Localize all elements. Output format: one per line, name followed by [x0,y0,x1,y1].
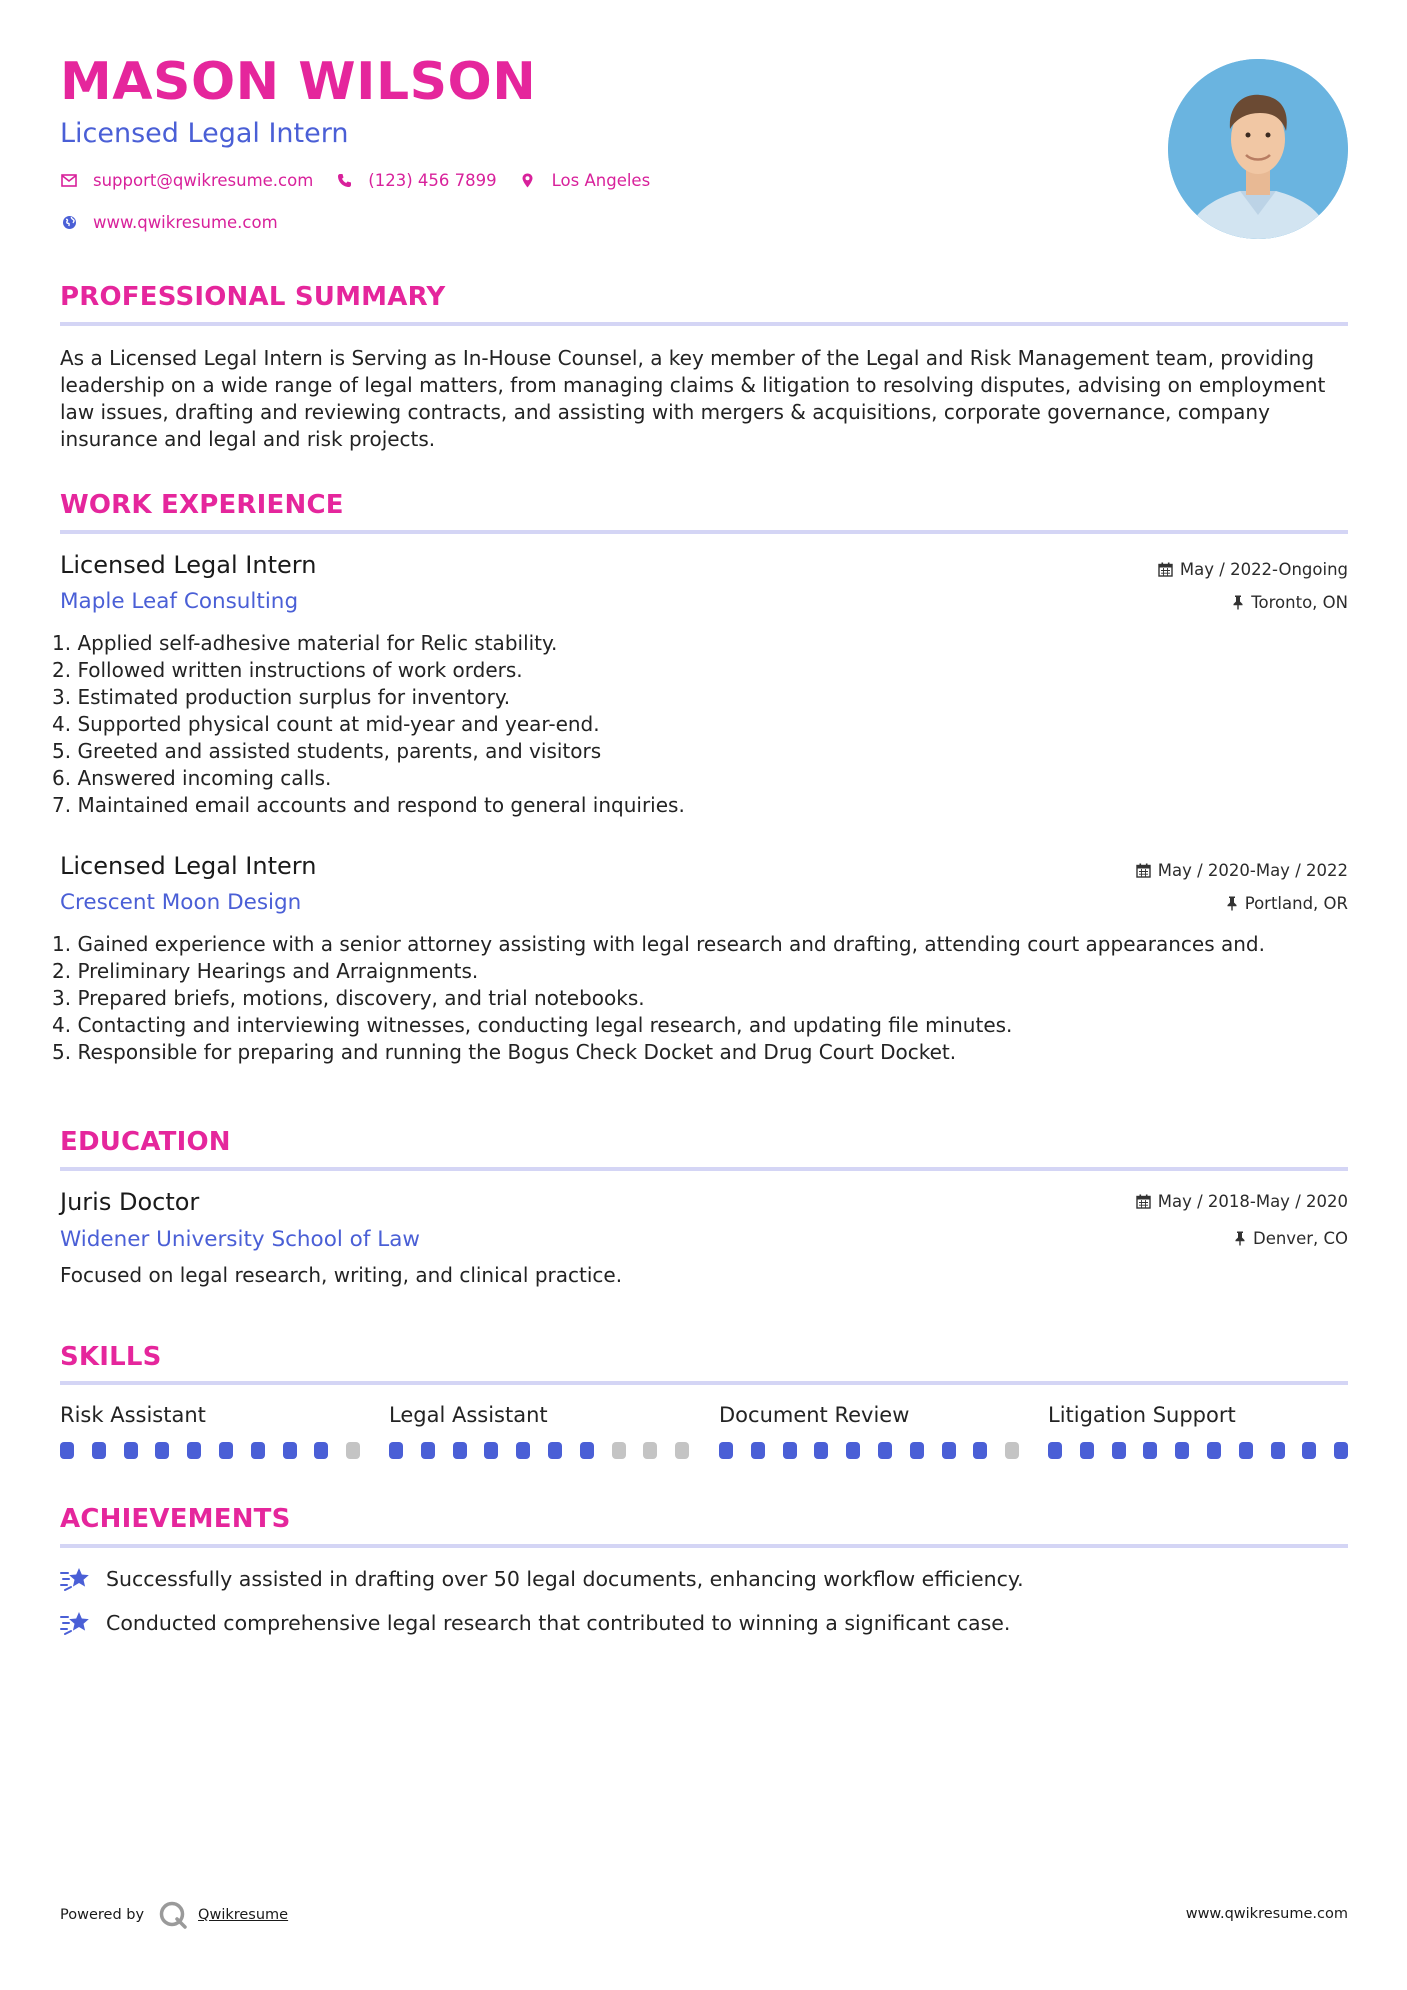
job-2-company: Crescent Moon Design [60,890,302,915]
summary-divider [60,322,1348,326]
skill-dot-filled [910,1442,924,1459]
list-item: 5. Greeted and assisted students, parents, and visitors [52,739,602,763]
skill-dot-filled [973,1442,987,1459]
skill-dot-filled [783,1442,797,1459]
list-item: 3. Prepared briefs, motions, discovery, and trial notebooks. [52,986,645,1010]
candidate-name: MASON WILSON [60,52,537,112]
experience-heading: WORK EXPERIENCE [60,490,344,520]
job-2-location [1226,894,1348,913]
footer-powered-by [60,1900,288,1930]
list-item: 4. Contacting and interviewing witnesses, conducting legal research, and updating file minutes. [52,1013,1013,1037]
skill-dot-filled [1334,1442,1348,1459]
skill-dot-filled [846,1442,860,1459]
achievements-heading: ACHIEVEMENTS [60,1504,291,1534]
pushpin-icon [1232,595,1244,610]
skill-dot-empty [1005,1442,1019,1459]
skill-dot-filled [1080,1442,1094,1459]
job-1-responsibilities [52,630,685,819]
job-1-title: Licensed Legal Intern [60,551,317,579]
skill-document-review [719,1403,909,1427]
skill-dot-filled [1143,1442,1157,1459]
skill-dot-empty [612,1442,626,1459]
achievement-item [60,1609,1010,1637]
skill-dot-filled [283,1442,297,1459]
skill-dot-filled [251,1442,265,1459]
experience-divider [60,530,1348,534]
map-pin-icon [519,172,537,190]
qwikresume-link[interactable]: Qwikresume [198,1907,289,1923]
skill-dot-filled [219,1442,233,1459]
location-text: Los Angeles [551,171,651,190]
summary-heading: PROFESSIONAL SUMMARY [60,282,446,312]
education-degree: Juris Doctor [60,1188,200,1216]
list-item: 2. Followed written instructions of work orders. [52,658,523,682]
calendar-icon [1136,1194,1151,1209]
skill-dot-filled [942,1442,956,1459]
skill-dot-filled [314,1442,328,1459]
skill-dot-filled [421,1442,435,1459]
skill-dot-filled [548,1442,562,1459]
list-item: 1. Applied self-adhesive material for Relic stability. [52,631,558,655]
powered-by-label: Powered by [60,1907,145,1923]
shooting-star-icon [60,1609,92,1637]
achievement-text: Conducted comprehensive legal research that contributed to winning a significant case. [106,1611,1011,1635]
skill-dot-filled [1207,1442,1221,1459]
education-location-text: Denver, CO [1252,1229,1348,1248]
education-divider [60,1167,1348,1171]
footer-website[interactable]: www.qwikresume.com [1185,1906,1348,1922]
skill-dot-filled [1271,1442,1285,1459]
summary-text: As a Licensed Legal Intern is Serving as In-House Counsel, a key member of the Legal and Risk Management team, providing leadership on a wide range of legal matters, from managing claims & litigation to resolving disputes, advising on employment law issues, drafting and reviewing contracts, and assisting with mergers & acquisitions, corporate governance, company insurance and legal and risk projects. [60,346,1326,451]
education-date-text: May / 2018-May / 2020 [1157,1192,1348,1211]
skill-dot-filled [719,1442,733,1459]
skill-dot-filled [580,1442,594,1459]
pushpin-icon [1234,1231,1246,1246]
qwikresume-logo-icon [158,1900,188,1930]
skill-dot-filled [453,1442,467,1459]
phone-icon [335,172,353,190]
job-2-date-text: May / 2020-May / 2022 [1157,861,1348,880]
skill-legal-assistant [389,1403,548,1427]
skill-dot-filled [1112,1442,1126,1459]
achievement-item [60,1565,1024,1593]
skill-dot-filled [878,1442,892,1459]
job-1-date [1158,560,1348,579]
job-2-date [1136,861,1348,880]
skill-dot-filled [1175,1442,1189,1459]
skill-dot-filled [516,1442,530,1459]
envelope-icon [60,172,78,190]
skills-heading: SKILLS [60,1342,162,1372]
skill-name: Litigation Support [1048,1403,1236,1427]
skill-dot-filled [155,1442,169,1459]
job-2-title: Licensed Legal Intern [60,852,317,880]
education-date [1136,1192,1348,1211]
skill-dot-filled [1302,1442,1316,1459]
job-1-location [1232,593,1348,612]
skill-dot-filled [1239,1442,1253,1459]
skill-dot-filled [187,1442,201,1459]
achievement-text: Successfully assisted in drafting over 50 legal documents, enhancing workflow efficiency. [106,1567,1024,1591]
education-location [1234,1229,1348,1248]
skill-name: Document Review [719,1403,910,1427]
skill-dot-empty [643,1442,657,1459]
skill-dot-empty [346,1442,360,1459]
skill-dot-filled [814,1442,828,1459]
education-heading: EDUCATION [60,1127,231,1157]
skill-risk-assistant [60,1403,206,1427]
skill-dot-filled [1048,1442,1062,1459]
shooting-star-icon [60,1565,92,1593]
email-link[interactable]: support@qwikresume.com [93,171,314,190]
website-link[interactable]: www.qwikresume.com [93,213,278,232]
list-item: 5. Responsible for preparing and running the Bogus Check Docket and Drug Court Docket. [52,1040,957,1064]
phone-number[interactable]: (123) 456 7899 [368,171,497,190]
skill-dot-empty [675,1442,689,1459]
website-row [60,213,300,232]
achievements-divider [60,1544,1348,1548]
skill-dot-filled [60,1442,74,1459]
skills-divider [60,1381,1348,1385]
calendar-icon [1158,562,1173,577]
list-item: 3. Estimated production surplus for inventory. [52,685,511,709]
list-item: 7. Maintained email accounts and respond to general inquiries. [52,793,685,817]
globe-icon [60,214,78,232]
job-1-company: Maple Leaf Consulting [60,589,299,614]
job-2-location-text: Portland, OR [1244,894,1348,913]
skill-dot-filled [751,1442,765,1459]
job-1-location-text: Toronto, ON [1251,593,1348,612]
profile-photo [1168,59,1348,239]
job-1-date-text: May / 2022-Ongoing [1179,560,1348,579]
list-item: 4. Supported physical count at mid-year and year-end. [52,712,600,736]
list-item: 6. Answered incoming calls. [52,766,332,790]
education-description: Focused on legal research, writing, and clinical practice. [60,1263,623,1287]
skill-name: Risk Assistant [60,1403,206,1427]
pushpin-icon [1226,896,1238,911]
education-school: Widener University School of Law [60,1227,420,1252]
skill-dot-filled [124,1442,138,1459]
skill-dot-filled [484,1442,498,1459]
skill-litigation-support [1048,1403,1236,1427]
skill-name: Legal Assistant [389,1403,548,1427]
list-item: 2. Preliminary Hearings and Arraignments. [52,959,479,983]
candidate-role: Licensed Legal Intern [60,118,349,149]
calendar-icon [1136,863,1151,878]
job-2-responsibilities [52,931,1265,1066]
skill-dot-filled [389,1442,403,1459]
list-item: 1. Gained experience with a senior attorney assisting with legal research and drafting, attending court appearances and. [52,932,1265,956]
skill-dot-filled [92,1442,106,1459]
contact-row [60,171,672,190]
